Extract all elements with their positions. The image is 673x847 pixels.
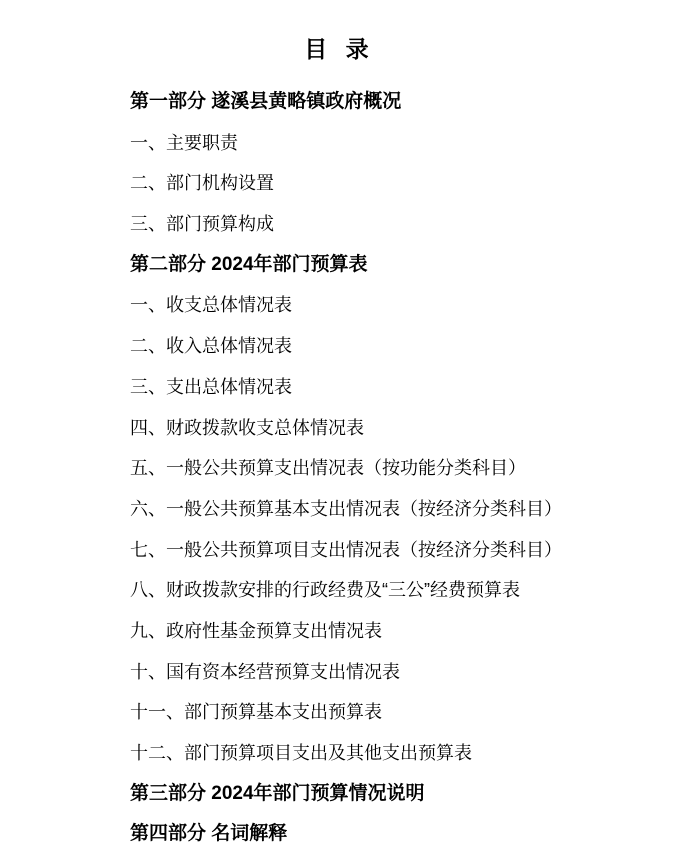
toc-item: 八、财政拨款安排的行政经费及“三公”经费预算表 [130,580,520,601]
toc-section-header: 第一部分 遂溪县黄略镇政府概况 [130,91,402,112]
toc-item: 四、财政拨款收支总体情况表 [130,417,364,438]
toc-item: 十二、部门预算项目支出及其他支出预算表 [130,743,472,763]
toc-item: 一、主要职责 [130,132,238,153]
toc-item: 二、收入总体情况表 [130,336,292,357]
toc-section-header: 第二部分 2024年部门预算表 [130,253,368,275]
toc-item: 一、收支总体情况表 [130,295,292,316]
toc-item: 六、一般公共预算基本支出情况表（按经济分类科目） [130,498,562,519]
toc-item: 十、国有资本经营预算支出情况表 [130,661,400,682]
toc-section-header: 第三部分 2024年部门预算情况说明 [130,782,425,804]
document-title: 目 录 [304,36,369,62]
toc-item: 三、支出总体情况表 [130,376,292,397]
toc-item: 五、一般公共预算支出情况表（按功能分类科目） [130,458,526,479]
toc-item: 三、部门预算构成 [130,214,274,235]
toc-item: 九、政府性基金预算支出情况表 [130,620,382,641]
toc-item: 十一、部门预算基本支出预算表 [130,702,382,723]
toc-section-header: 第四部分 名词解释 [130,823,288,845]
table-of-contents [130,82,633,847]
toc-item: 二、部门机构设置 [130,173,274,194]
toc-item: 七、一般公共预算项目支出情况表（按经济分类科目） [130,539,562,560]
